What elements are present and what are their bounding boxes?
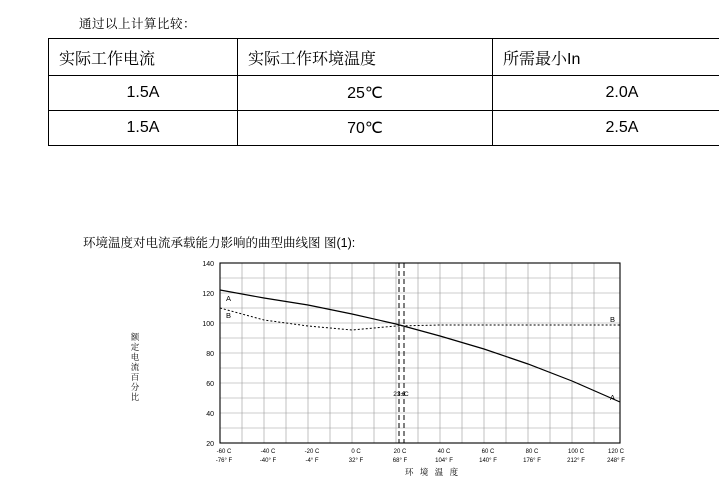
- svg-text:-20 C: -20 C: [304, 449, 320, 455]
- svg-text:40 C: 40 C: [437, 449, 451, 455]
- svg-text:-40 C: -40 C: [260, 449, 276, 455]
- svg-text:140: 140: [202, 261, 214, 268]
- svg-text:-60 C: -60 C: [216, 449, 232, 455]
- svg-text:0 C: 0 C: [351, 449, 361, 455]
- table-header-cell-min-in: 所需最小In: [493, 39, 719, 76]
- svg-text:212° F: 212° F: [567, 458, 585, 464]
- svg-text:104° F: 104° F: [435, 458, 453, 464]
- svg-text:68° F: 68° F: [392, 458, 408, 464]
- svg-text:100: 100: [202, 321, 214, 328]
- svg-text:23±C: 23±C: [393, 391, 409, 398]
- table-cell-temperature-2: 70℃: [238, 111, 493, 146]
- chart-y-axis-title: 额定电流百分比: [130, 332, 140, 402]
- table-header-row: [49, 39, 719, 76]
- svg-text:80 C: 80 C: [525, 449, 539, 455]
- comparison-table: [48, 38, 719, 146]
- svg-text:60: 60: [206, 381, 214, 388]
- svg-text:40: 40: [206, 411, 214, 418]
- table-row: [49, 111, 719, 146]
- chart-grid: [220, 263, 620, 443]
- svg-text:120 C: 120 C: [607, 449, 625, 455]
- comparison-table-container: [48, 38, 688, 146]
- table-row: [49, 76, 719, 111]
- table-cell-current-1: 1.5A: [49, 76, 238, 111]
- svg-text:60 C: 60 C: [481, 449, 495, 455]
- svg-text:-4° F: -4° F: [305, 458, 319, 464]
- svg-text:32° F: 32° F: [348, 458, 364, 464]
- table-header-cell-temperature: 实际工作环境温度: [238, 39, 493, 76]
- svg-text:-40° F: -40° F: [259, 458, 277, 464]
- chart-x-tick-labels-c: [217, 449, 625, 455]
- chart-series-a: [220, 290, 620, 402]
- series-b-end-label: B: [610, 315, 616, 324]
- svg-text:80: 80: [206, 351, 214, 358]
- chart-x-tick-labels-f: [216, 458, 625, 464]
- table-cell-temperature-1: 25℃: [238, 76, 493, 111]
- series-a-start-label: A: [226, 294, 232, 303]
- svg-text:120: 120: [202, 291, 214, 298]
- series-b-start-label: B: [226, 311, 232, 320]
- svg-text:248° F: 248° F: [607, 458, 625, 464]
- chart-x-axis-title: 环 境 温 度: [405, 467, 461, 477]
- table-header-cell-current: 实际工作电流: [49, 39, 238, 76]
- chart-svg: [180, 255, 680, 490]
- derating-curve-chart: [180, 255, 680, 490]
- table-cell-min-in-1: 2.0A: [493, 76, 719, 111]
- svg-text:140° F: 140° F: [479, 458, 497, 464]
- chart-y-tick-labels: [202, 261, 214, 448]
- table-cell-current-2: 1.5A: [49, 111, 238, 146]
- svg-text:20 C: 20 C: [393, 449, 407, 455]
- svg-text:20: 20: [206, 441, 214, 448]
- series-a-end-label: A: [610, 393, 616, 402]
- chart-caption: 环境温度对电流承载能力影响的曲型曲线图 图(1):: [83, 236, 356, 250]
- chart-series-b: [220, 308, 620, 330]
- svg-text:176° F: 176° F: [523, 458, 541, 464]
- svg-text:-76° F: -76° F: [215, 458, 233, 464]
- svg-text:100 C: 100 C: [567, 449, 585, 455]
- table-cell-min-in-2: 2.5A: [493, 111, 719, 146]
- chart-series-labels: [226, 294, 615, 402]
- intro-text: 通过以上计算比较：: [79, 17, 197, 31]
